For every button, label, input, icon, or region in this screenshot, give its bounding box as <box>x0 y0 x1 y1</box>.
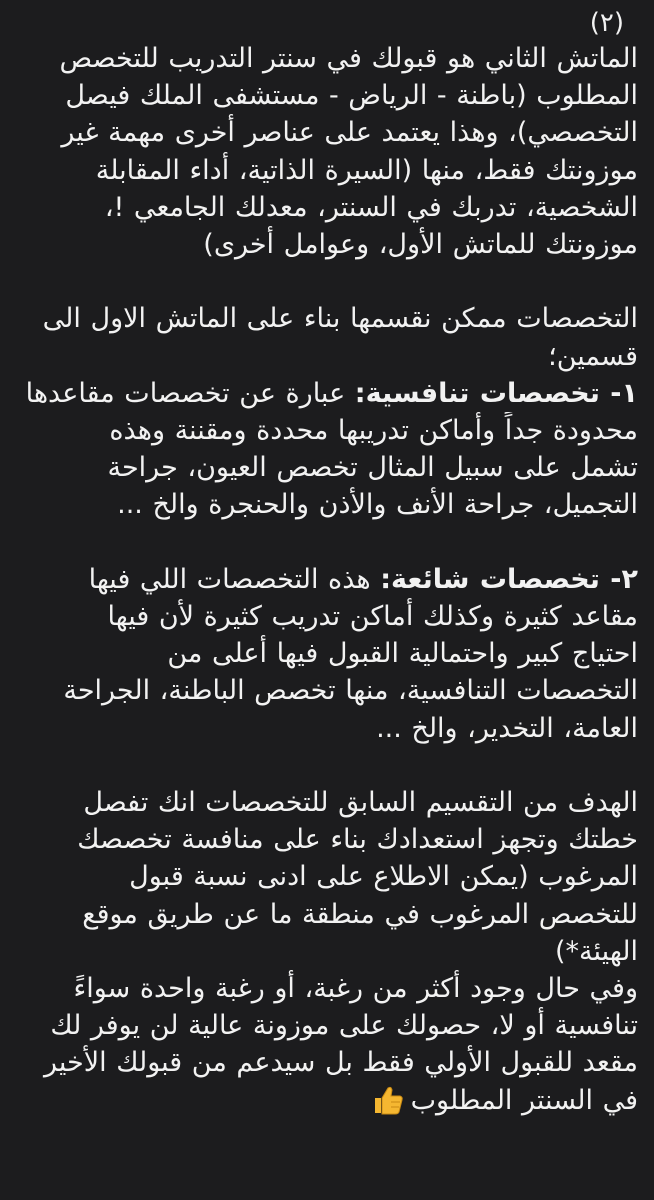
paragraph-spacer <box>16 524 638 561</box>
paragraph-6 <box>16 970 638 1119</box>
text-line: الهدف من التقسيم السابق للتخصصات انك تفصل <box>83 787 638 819</box>
paragraph-3 <box>16 375 638 524</box>
page-number: (٢) <box>589 8 624 38</box>
text-line: المرغوب (يمكن الاطلاع على ادنى نسبة قبول <box>129 861 638 893</box>
paragraph-spacer <box>16 747 638 784</box>
text-line: خطتك وتجهز استعدادك بناء على منافسة تخصصك <box>77 824 638 856</box>
text-line: التخصصات التنافسية، منها تخصص الباطنة، الجراحة <box>63 675 638 707</box>
paragraph-spacer <box>16 263 638 300</box>
paragraph-1 <box>16 40 638 263</box>
text-line: موزونتك للماتش الأول، وعوامل أخرى) <box>203 229 638 261</box>
text-span: عبارة عن تخصصات مقاعدها <box>25 377 355 409</box>
text-line <box>16 561 638 598</box>
text-line: محدودة جداً وأماكن تدريبها محددة ومقننة وهذه <box>109 415 638 447</box>
thumbs-up-icon <box>371 1085 405 1115</box>
text-line: المطلوب (باطنة - الرياض - مستشفى الملك فيصل <box>65 80 638 112</box>
text-line: للتخصص المرغوب في منطقة ما عن طريق موقع <box>82 898 638 930</box>
paragraph-5 <box>16 784 638 970</box>
text-line: مقاعد كثيرة وكذلك أماكن تدريب كثيرة لأن فيها <box>107 601 638 633</box>
text-line: العامة، التخدير، والخ ... <box>376 712 638 744</box>
text-span: هذه التخصصات اللي فيها <box>88 563 381 595</box>
competitive-heading: ١- تخصصات تنافسية: <box>354 377 638 409</box>
text-line: التخصصي)، وهذا يعتمد على عناصر أخرى مهمة غير <box>61 117 638 149</box>
text-line: مقعد للقبول الأولي فقط بل سيدعم من قبولك الأخير <box>44 1047 638 1079</box>
text-line: الشخصية، تدربك في السنتر، معدلك الجامعي !، <box>104 191 638 223</box>
text-line: التجميل، جراحة الأنف والأذن والحنجرة والخ ... <box>117 489 638 521</box>
document-body <box>16 40 638 1119</box>
text-line <box>16 375 638 412</box>
text-line: احتياج كبير واحتمالية القبول فيها أعلى من <box>167 638 638 670</box>
text-line: قسمين؛ <box>548 340 638 372</box>
text-line: التخصصات ممكن نقسمها بناء على الماتش الاول الى <box>42 303 638 335</box>
text-line: الهيئة*) <box>555 935 638 967</box>
common-heading: ٢- تخصصات شائعة: <box>380 563 638 595</box>
text-line: تشمل على سبيل المثال تخصص العيون، جراحة <box>107 452 638 484</box>
paragraph-4 <box>16 561 638 747</box>
text-line: الماتش الثاني هو قبولك في سنتر التدريب للتخصص <box>59 43 638 74</box>
paragraph-2 <box>16 300 638 374</box>
text-line: تنافسية أو لا، حصولك على موزونة عالية لن يوفر لك <box>50 1010 638 1042</box>
text-span: في السنتر المطلوب <box>410 1084 638 1116</box>
text-line <box>16 1082 638 1119</box>
text-line: وفي حال وجود أكثر من رغبة، أو رغبة واحدة سواءً <box>73 973 638 1005</box>
text-line: موزونتك فقط، منها (السيرة الذاتية، أداء المقابلة <box>95 154 638 186</box>
